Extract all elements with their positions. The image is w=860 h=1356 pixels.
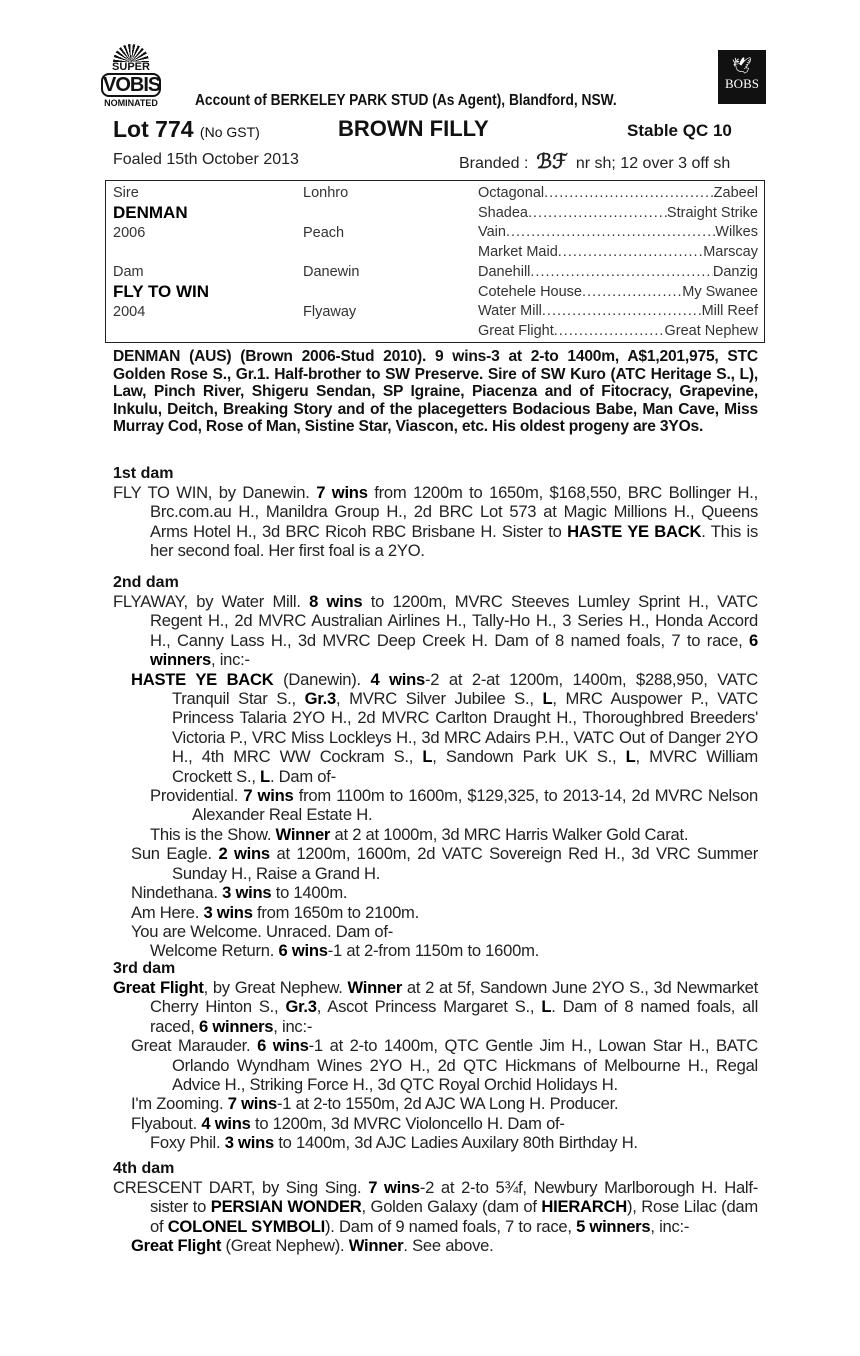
dam-label: Dam bbox=[113, 264, 144, 280]
section-heading: 2nd dam bbox=[113, 574, 179, 591]
dam-section bbox=[113, 960, 758, 1153]
bold-text: L bbox=[625, 747, 636, 767]
entry-text: to 1200m, 3d MVRC Violoncello H. Dam of- bbox=[250, 1113, 565, 1133]
entry-text: -1 at 2-to 1400m, QTC Gentle Jim H., Lowan Star H., BATC Orlando Wyndham Wines 2YO H., 2d QTC Hickmans of Melbourne H., Regal Advice H., Striking Force H., 3d QTC Royal Orchid Holidays H. bbox=[172, 1036, 758, 1095]
entry-text: ), Rose Lilac (dam of bbox=[150, 1197, 758, 1236]
pedigree-entry bbox=[113, 941, 758, 960]
great-grandsire-name: Danzig bbox=[712, 263, 758, 280]
entry-text: at 2 at 5f, Sandown June 2YO S., 3d Newmarket Cherry Hinton S., bbox=[150, 978, 758, 1017]
entry-text: , Sandown Park UK S., bbox=[432, 747, 626, 767]
entry-text: -2 at 2-to 5¾f, Newbury Marlborough H. Half-sister to bbox=[150, 1178, 758, 1217]
great-grandsire-name: Zabeel bbox=[713, 185, 758, 201]
bold-text: 7 wins bbox=[243, 786, 294, 806]
pedigree-table bbox=[105, 180, 765, 343]
bold-text: 6 winners bbox=[198, 1016, 274, 1036]
bobs-logo bbox=[718, 50, 766, 104]
bold-text: 6 wins bbox=[257, 1036, 309, 1056]
entry-text: . See above. bbox=[403, 1236, 494, 1256]
great-grandsire-name: My Swanee bbox=[682, 283, 758, 300]
entry-text: Providential. bbox=[150, 786, 244, 806]
entry-text: FLY TO WIN, by Danewin. bbox=[113, 483, 317, 502]
entry-text: , inc:- bbox=[273, 1016, 313, 1036]
logo-text: NOMINATED bbox=[104, 98, 158, 108]
great-grandsire-name: Marscay bbox=[703, 244, 758, 261]
great-grandsire-name: Mill Reef bbox=[701, 303, 758, 320]
great-grandsire-name: Wilkes bbox=[715, 224, 758, 241]
entry-text: Foxy Phil. bbox=[150, 1133, 225, 1153]
entry-text: -1 at 2-to 1550m, 2d AJC WA Long H. Producer. bbox=[276, 1094, 619, 1114]
entry-text: FLYAWAY, by Water Mill. bbox=[113, 592, 310, 611]
grandparent-row bbox=[478, 282, 758, 302]
leader-dots bbox=[554, 321, 665, 341]
grandparent-row bbox=[478, 183, 758, 203]
pedigree-entry bbox=[113, 1094, 758, 1113]
dam-name: FLY TO WIN bbox=[113, 282, 210, 301]
grandparent-row bbox=[478, 222, 758, 242]
bold-text: 3 wins bbox=[222, 883, 272, 903]
sire-label: Sire bbox=[113, 185, 139, 201]
grandparent-row bbox=[478, 301, 758, 321]
entry-text: . Dam of 8 named foals, all raced, bbox=[150, 997, 759, 1036]
pedigree-entry bbox=[113, 825, 758, 844]
entry-text: at 1200m, 1600m, 2d VATC Sovereign Red H., 3d VRC Summer Sunday H., Raise a Grand H. bbox=[172, 844, 758, 883]
lot-number bbox=[113, 116, 260, 143]
section-heading: 1st dam bbox=[113, 465, 174, 482]
sire-summary: DENMAN (AUS) (Brown 2006-Stud 2010). 9 wins-3 at 2-to 1400m, A$1,201,975, STC Golden Rose S., Gr.1. Half-brother to SW Preserve. Sire of SW Kuro (ATC Heritage S., L), Law, Pinch River, Shigeru Sendan, SP Igraine, Piacenza and of Fitocracy, Grapevine, Inkulu, Deitch, Breaking Story and of the placegetters Bodacious Babe, Man Cave, Miss Murray Cod, Rose of Man, Sistine Star, Viascon, etc. His oldest progeny are 3YOs. bbox=[113, 348, 758, 436]
great-grandsire-name: Straight Strike bbox=[666, 204, 758, 221]
brand-description: nr sh; 12 over 3 off sh bbox=[575, 155, 731, 172]
entry-text: from 1650m to 2100m. bbox=[252, 902, 419, 922]
section-heading: 4th dam bbox=[113, 1160, 175, 1177]
sire-sire: Lonhro bbox=[303, 185, 349, 201]
entry-text: -1 at 2-from 1150m to 1600m. bbox=[327, 941, 540, 961]
entry-text: to 1200m, MVRC Steeves Lumley Sprint H., VATC Regent H., 2d MVRC Australian Airlines H., Tally-Ho H., 3 Series H., Honda Accord H., Canny Lass H., 3d MVRC Deep Creek H. Dam of 8 named foals, 7 to race, bbox=[150, 592, 758, 650]
pedigree-entry bbox=[113, 483, 758, 561]
horse-description: BROWN FILLY bbox=[338, 116, 489, 141]
bold-text: 8 wins bbox=[309, 592, 363, 611]
section-heading: 3rd dam bbox=[113, 960, 176, 977]
grandparent-name: Danehill bbox=[478, 263, 531, 280]
entry-text: You are Welcome. Unraced. Dam of- bbox=[131, 921, 393, 941]
leader-dots bbox=[530, 262, 712, 282]
entry-text: to 1400m, 3d AJC Ladies Auxilary 80th Birthday H. bbox=[273, 1133, 638, 1153]
bold-text: Winner bbox=[347, 978, 403, 997]
entry-text: ). Dam of 9 named foals, 7 to race, bbox=[324, 1216, 577, 1236]
entry-text: . Dam of- bbox=[269, 766, 336, 786]
entry-text: This is the Show. bbox=[150, 824, 276, 844]
entry-text: , Golden Galaxy (dam of bbox=[361, 1197, 542, 1217]
sun-icon bbox=[113, 44, 149, 62]
leader-dots bbox=[544, 183, 714, 203]
dam-dam: Flyaway bbox=[303, 304, 357, 320]
lot-label: Lot 774 bbox=[113, 116, 194, 142]
grandparent-row bbox=[478, 242, 758, 262]
pedigree-entry bbox=[113, 1133, 758, 1152]
bold-text: L bbox=[542, 689, 553, 709]
logo-text: SUPER bbox=[112, 61, 150, 73]
vendor-account: Account of BERKELEY PARK STUD (As Agent), Blandford, NSW. bbox=[195, 92, 617, 109]
bold-text: 2 wins bbox=[218, 844, 270, 864]
entry-text: Welcome Return. bbox=[150, 941, 279, 961]
leader-dots bbox=[582, 282, 682, 302]
entry-text: from 1200m to 1650m, $168,550, BRC Bollinger H., Brc.com.au H., Manildra Group H., 2d BRC Lot 573 at Magic Millions H., Queens Arms Hotel H., 3d BRC Ricoh RBC Brisbane H. Sister to bbox=[150, 483, 758, 541]
pedigree-entry bbox=[113, 1236, 758, 1255]
bold-text: L bbox=[260, 766, 270, 786]
entry-text: , MVRC William Crockett S., bbox=[172, 747, 758, 786]
grandparent-row bbox=[478, 203, 758, 223]
grandparent-name: Cotehele House bbox=[478, 283, 582, 300]
bold-text: Great Flight bbox=[113, 978, 204, 997]
sire-name: DENMAN bbox=[113, 203, 188, 222]
dam-section bbox=[113, 465, 758, 561]
grandparent-name: Vain bbox=[478, 224, 506, 241]
bold-text: 3 wins bbox=[224, 1133, 274, 1153]
bold-text: 7 wins bbox=[368, 1178, 420, 1197]
entry-text: Sun Eagle. bbox=[131, 844, 219, 864]
leader-dots bbox=[528, 203, 667, 223]
entry-text: Am Here. bbox=[131, 902, 204, 922]
pedigree-entry bbox=[113, 786, 758, 825]
bold-text: Winner bbox=[275, 824, 331, 844]
leader-dots bbox=[558, 242, 703, 262]
bold-text: 6 winners bbox=[150, 630, 758, 670]
bird-icon: 🕊 bbox=[731, 58, 753, 75]
entry-text: , inc:- bbox=[210, 650, 250, 670]
entry-text: at 2 at 1000m, 3d MRC Harris Walker Gold Carat. bbox=[330, 824, 689, 844]
entry-text: , MRC Auspower P., VATC Princess Talaria 2YO H., 2d MVRC Carlton Draught H., Thoroughbred Breeders' Victoria P., VRC Miss Lockleys H., 3d MRC Adairs P.H., VATC Out of Danger 2YO H., 4th MRC WW Cockram S., bbox=[172, 689, 759, 767]
grandparent-row bbox=[478, 321, 758, 341]
entry-text: , MVRC Silver Jubilee S., bbox=[335, 689, 543, 709]
entry-text: . This is her second foal. Her first foal is a 2YO. bbox=[150, 521, 758, 561]
entry-text: to 1400m. bbox=[271, 883, 348, 903]
entry-text: , Ascot Princess Margaret S., bbox=[316, 997, 542, 1017]
leader-dots bbox=[506, 222, 715, 242]
entry-text: (Great Nephew). bbox=[221, 1236, 349, 1256]
bold-text: PERSIAN WONDER bbox=[210, 1197, 362, 1217]
grandparent-name: Great Flight bbox=[478, 322, 554, 339]
sire-dam: Peach bbox=[303, 225, 345, 241]
sire-year: 2006 bbox=[113, 225, 146, 241]
bold-text: HASTE YE BACK bbox=[131, 669, 274, 689]
entry-text: Great Marauder. bbox=[131, 1036, 258, 1056]
foaled-date: Foaled 15th October 2013 bbox=[113, 151, 299, 168]
bold-text: Great Flight bbox=[131, 1236, 222, 1256]
bold-text: 7 wins bbox=[316, 483, 368, 502]
brand-mark-icon: ℬℱ bbox=[536, 151, 568, 173]
bold-text: HIERARCH bbox=[541, 1197, 627, 1217]
grandparent-name: Shadea bbox=[478, 204, 528, 221]
bold-text: 7 wins bbox=[227, 1094, 277, 1114]
bold-text: HASTE YE BACK bbox=[567, 521, 702, 541]
entry-text: -2 at 2-at 1200m, 1400m, $288,950, VATC Tranquil Star S., bbox=[172, 669, 758, 709]
pedigree-entry bbox=[113, 1114, 758, 1133]
bold-text: 4 wins bbox=[370, 669, 425, 689]
stable-location: Stable QC 10 bbox=[627, 121, 732, 140]
pedigree-entry bbox=[113, 844, 758, 883]
entry-text: from 1100m to 1600m, $129,325, to 2013-14, 2d MVRC Nelson Alexander Real Estate H. bbox=[192, 786, 758, 825]
entry-text: Flyabout. bbox=[131, 1113, 202, 1133]
entry-text: Nindethana. bbox=[131, 883, 223, 903]
bold-text: 5 winners bbox=[576, 1216, 651, 1236]
entry-text: I'm Zooming. bbox=[131, 1094, 228, 1114]
pedigree-entry bbox=[113, 883, 758, 902]
great-grandsire-name: Great Nephew bbox=[664, 322, 758, 339]
brand-info bbox=[459, 149, 730, 174]
bold-text: L bbox=[541, 997, 552, 1017]
pedigree-entry bbox=[113, 1036, 758, 1094]
logo-text: VOBIS bbox=[103, 74, 161, 96]
pedigree-entry bbox=[113, 922, 758, 941]
super-vobis-nominated-logo bbox=[95, 44, 167, 106]
bold-text: COLONEL SYMBOLI bbox=[167, 1216, 325, 1236]
grandparent-name: Water Mill bbox=[478, 303, 542, 320]
dam-year: 2004 bbox=[113, 304, 146, 320]
entry-text: CRESCENT DART, by Sing Sing. bbox=[113, 1178, 369, 1197]
bold-text: L bbox=[422, 747, 433, 767]
leader-dots bbox=[542, 301, 702, 321]
pedigree-entry bbox=[113, 670, 758, 786]
pedigree-entry bbox=[113, 1178, 758, 1236]
bold-text: 3 wins bbox=[203, 902, 253, 922]
logo-text: BOBS bbox=[725, 76, 759, 91]
bold-text: Gr.3 bbox=[285, 997, 317, 1017]
entry-text: (Danewin). bbox=[273, 669, 371, 689]
entry-text: , inc:- bbox=[650, 1216, 690, 1236]
pedigree-entry bbox=[113, 592, 758, 670]
dam-section bbox=[113, 1160, 758, 1256]
dam-sire: Danewin bbox=[303, 264, 360, 280]
grandparent-name: Octagonal bbox=[478, 185, 545, 201]
dam-section bbox=[113, 574, 758, 961]
entry-text: , by Great Nephew. bbox=[203, 978, 348, 997]
grandparent-row bbox=[478, 262, 758, 282]
pedigree-entry bbox=[113, 978, 758, 1036]
branded-label: Branded : bbox=[459, 155, 529, 172]
bold-text: Winner bbox=[348, 1236, 404, 1256]
bold-text: Gr.3 bbox=[304, 689, 336, 709]
grandparent-name: Market Maid bbox=[478, 244, 558, 261]
gst-note: (No GST) bbox=[199, 124, 260, 140]
pedigree-entry bbox=[113, 903, 758, 922]
bold-text: 4 wins bbox=[201, 1113, 251, 1133]
bold-text: 6 wins bbox=[278, 941, 328, 961]
